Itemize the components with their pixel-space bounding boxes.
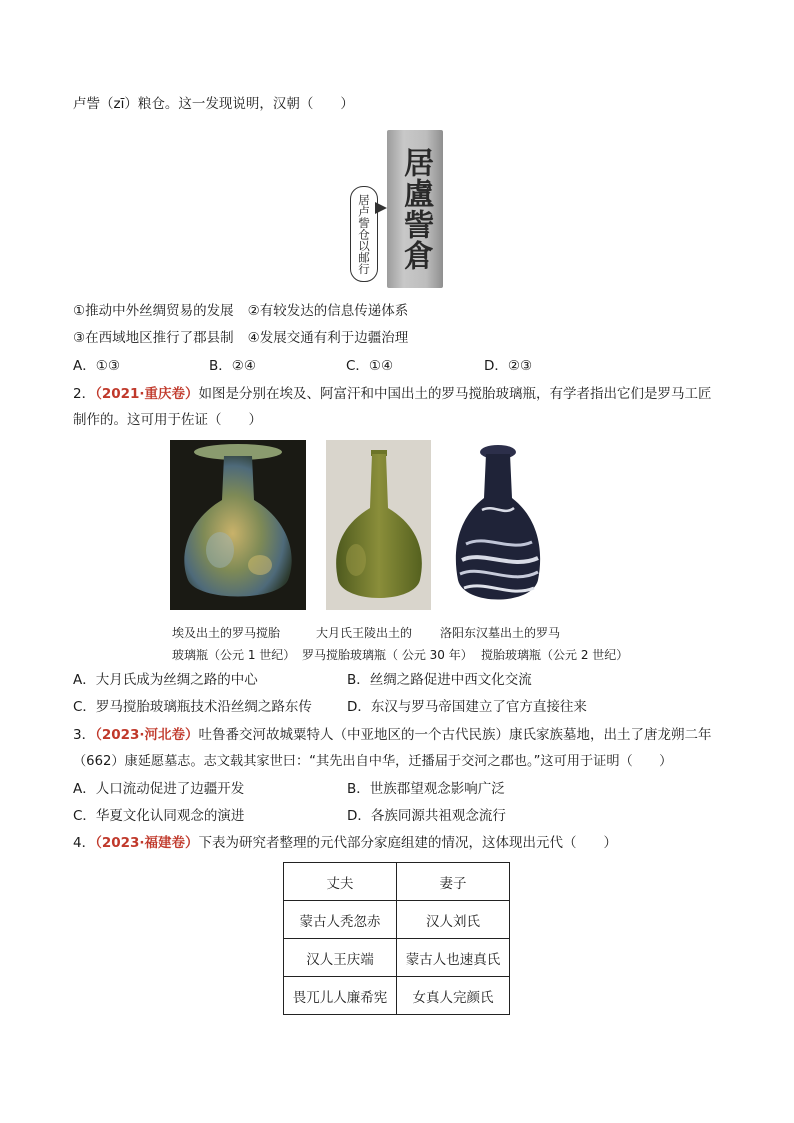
- vase-afghanistan-image: [326, 440, 431, 610]
- q2-option-b[interactable]: B．丝绸之路促进中西文化交流: [347, 672, 532, 688]
- q3-option-a[interactable]: A．人口流动促进了边疆开发: [73, 781, 245, 797]
- q1-option-a[interactable]: A．①③: [73, 358, 120, 374]
- q2-number: 2．: [73, 386, 96, 402]
- q2-stem-text: 如图是分别在埃及、阿富汗和中国出土的罗马搅胎玻璃瓶，有学者指出它们是罗马工匠: [198, 386, 712, 402]
- q2-stem-line1: [73, 384, 712, 404]
- vase-photo-luoyang: [452, 440, 544, 610]
- q2-option-d[interactable]: D．东汉与罗马帝国建立了官方直接往来: [347, 699, 587, 715]
- table-header-row: [284, 863, 510, 901]
- q1-statement-3: ③在西域地区推行了郡县制: [73, 330, 234, 346]
- q3-stem-line1: [73, 725, 712, 745]
- q1-statements-line1: [73, 301, 408, 321]
- q1-statement-2: ②有较发达的信息传递体系: [247, 303, 409, 319]
- vase-caption-2-line2: 罗马搅胎玻璃瓶（ 公元 30 年）: [302, 648, 473, 662]
- table-cell: 女真人完颜氏: [397, 977, 510, 1015]
- q3-source: （2023·河北卷）: [95, 727, 199, 743]
- table-row: [284, 977, 510, 1015]
- bubble-tail: [375, 202, 387, 214]
- q1-statement-4: ④发展交通有利于边疆治理: [247, 330, 409, 346]
- table-header-husband: 丈夫: [284, 863, 397, 901]
- vase-photo-afghanistan: [326, 440, 431, 610]
- q1-statement-1: ①推动中外丝绸贸易的发展: [73, 303, 234, 319]
- slip-inscription: 居盧訾倉: [398, 147, 433, 271]
- q1-option-c[interactable]: C．①④: [346, 358, 394, 374]
- table-cell: 汉人王庆端: [284, 939, 397, 977]
- vase-caption-1-line1: 埃及出土的罗马搅胎: [172, 626, 281, 640]
- q4-stem: [73, 833, 617, 853]
- vase-caption-1-line2: 玻璃瓶（公元 1 世纪）: [172, 648, 296, 662]
- q3-option-b[interactable]: B．世族郡望观念影响广泛: [347, 781, 505, 797]
- vase-egypt-image: [170, 440, 306, 610]
- table-cell: 汉人刘氏: [397, 901, 510, 939]
- vase-caption-2-line1: 大月氏王陵出土的: [316, 626, 413, 640]
- vase-photo-egypt: [170, 440, 306, 610]
- vase-caption-3-line2: 搅胎玻璃瓶（公元 2 世纪）: [481, 648, 629, 662]
- table-cell: 蒙古人也速真氏: [397, 939, 510, 977]
- table-cell: 蒙古人秃忽赤: [284, 901, 397, 939]
- q4-number: 4．: [73, 835, 96, 851]
- table-header-wife: 妻子: [397, 863, 510, 901]
- q2-option-c[interactable]: C．罗马搅胎玻璃瓶技术沿丝绸之路东传: [73, 699, 312, 715]
- q3-option-c[interactable]: C．华夏文化认同观念的演进: [73, 808, 245, 824]
- q2-source: （2021·重庆卷）: [95, 386, 199, 402]
- q3-stem-line2: （662）康延愿墓志。志文载其家世曰：“其先出自中华，迁播届于交河之郡也。”这可用于证明（ ）: [73, 754, 673, 769]
- table-row: [284, 939, 510, 977]
- q2-option-a[interactable]: A．大月氏成为丝绸之路的中心: [73, 672, 258, 688]
- q1-stem-tail: 卢訾（zī）粮仓。这一发现说明，汉朝（ ）: [73, 96, 354, 112]
- slip-caption-bubble: 居卢訾仓以邮行: [350, 186, 378, 282]
- q4-source: （2023·福建卷）: [95, 835, 199, 851]
- marriage-table: [283, 862, 510, 1015]
- vase-caption-3-line1: 洛阳东汉墓出土的罗马: [440, 626, 561, 640]
- q3-stem-text: 吐鲁番交河故城粟特人（中亚地区的一个古代民族）康氏家族墓地，出土了唐龙朔二年: [198, 727, 712, 743]
- vase-luoyang-image: [452, 440, 544, 610]
- q1-statements-line2: [73, 328, 408, 348]
- bamboo-slip-figure: [350, 130, 445, 288]
- q1-option-b[interactable]: B．②④: [209, 358, 256, 374]
- table-cell: 畏兀儿人廉希宪: [284, 977, 397, 1015]
- bamboo-slip-image: [387, 130, 443, 288]
- q2-stem-line2: 制作的。这可用于佐证（ ）: [73, 412, 262, 428]
- q3-option-d[interactable]: D．各族同源共祖观念流行: [347, 808, 506, 824]
- q3-number: 3．: [73, 727, 96, 743]
- q4-stem-text: 下表为研究者整理的元代部分家庭组建的情况，这体现出元代（ ）: [198, 835, 618, 851]
- table-row: [284, 901, 510, 939]
- q1-option-d[interactable]: D．②③: [484, 358, 533, 374]
